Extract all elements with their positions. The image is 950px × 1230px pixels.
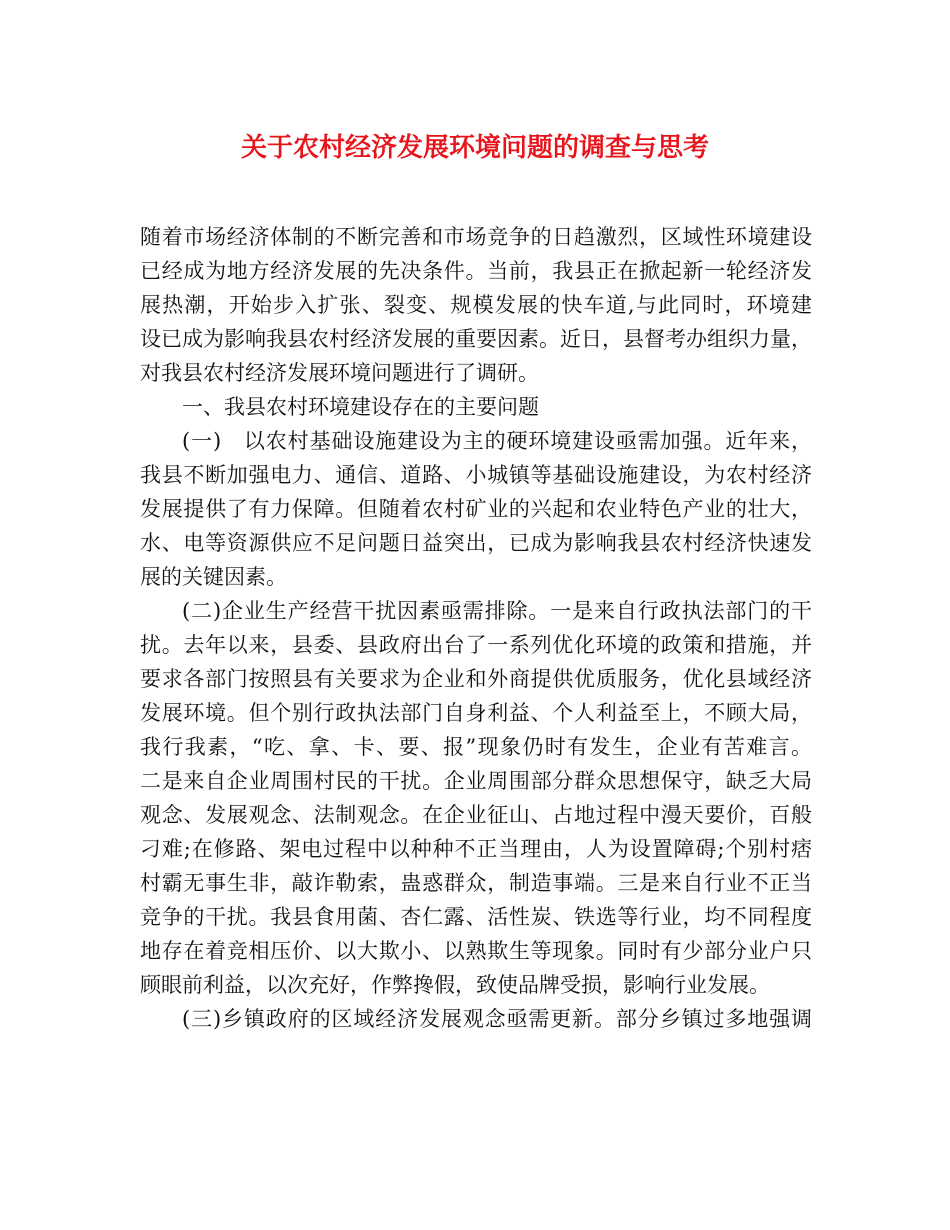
text-line: (三)乡镇政府的区域经济发展观念亟需更新。部分乡镇过多地强调 <box>182 1007 812 1031</box>
text-line: 村霸无事生非，敲诈勒索，蛊惑群众，制造事端。三是来自行业不正当 <box>140 871 812 895</box>
text-line: 我行我素，“吃、拿、卡、要、报”现象仍时有发生，企业有苦难言。 <box>140 735 812 759</box>
text-line: 展热潮，开始步入扩张、裂变、规模发展的快车道,与此同时，环境建 <box>140 293 812 317</box>
text-line: 设已成为影响我县农村经济发展的重要因素。近日，县督考办组织力量， <box>140 327 812 351</box>
text-line: 发展环境。但个别行政执法部门自身利益、个人利益至上，不顾大局， <box>140 701 812 725</box>
text-line: 发展提供了有力保障。但随着农村矿业的兴起和农业特色产业的壮大， <box>140 497 812 521</box>
document-body <box>140 220 812 1036</box>
text-line: (二)企业生产经营干扰因素亟需排除。一是来自行政执法部门的干 <box>182 599 812 623</box>
text-line: 我县不断加强电力、通信、道路、小城镇等基础设施建设，为农村经济 <box>140 463 812 487</box>
text-line: (一) 以农村基础设施建设为主的硬环境建设亟需加强。近年来， <box>182 429 812 453</box>
text-line: 地存在着竞相压价、以大欺小、以熟欺生等现象。同时有少部分业户只 <box>140 939 812 963</box>
text-line: 竞争的干扰。我县食用菌、杏仁露、活性炭、铁选等行业，均不同程度 <box>140 905 812 929</box>
text-line: 已经成为地方经济发展的先决条件。当前，我县正在掀起新一轮经济发 <box>140 259 812 283</box>
document-title: 关于农村经济发展环境问题的调查与思考 <box>240 133 709 163</box>
text-line: 展的关键因素。 <box>140 565 287 589</box>
text-line: 顾眼前利益，以次充好，作弊搀假，致使品牌受损，影响行业发展。 <box>140 973 770 997</box>
text-line: 二是来自企业周围村民的干扰。企业周围部分群众思想保守，缺乏大局 <box>140 769 812 793</box>
section-heading: 一、我县农村环境建设存在的主要问题 <box>182 395 539 419</box>
text-line: 扰。去年以来，县委、县政府出台了一系列优化环境的政策和措施，并 <box>140 633 812 657</box>
text-line: 观念、发展观念、法制观念。在企业征山、占地过程中漫天要价，百般 <box>140 803 812 827</box>
text-line: 要求各部门按照县有关要求为企业和外商提供优质服务，优化县域经济 <box>140 667 812 691</box>
text-line: 水、电等资源供应不足问题日益突出，已成为影响我县农村经济快速发 <box>140 531 812 555</box>
text-line: 刁难;在修路、架电过程中以种种不正当理由，人为设置障碍;个别村痞 <box>140 837 812 861</box>
text-line: 随着市场经济体制的不断完善和市场竞争的日趋激烈，区域性环境建设 <box>140 225 812 249</box>
text-line: 对我县农村经济发展环境问题进行了调研。 <box>140 361 539 385</box>
